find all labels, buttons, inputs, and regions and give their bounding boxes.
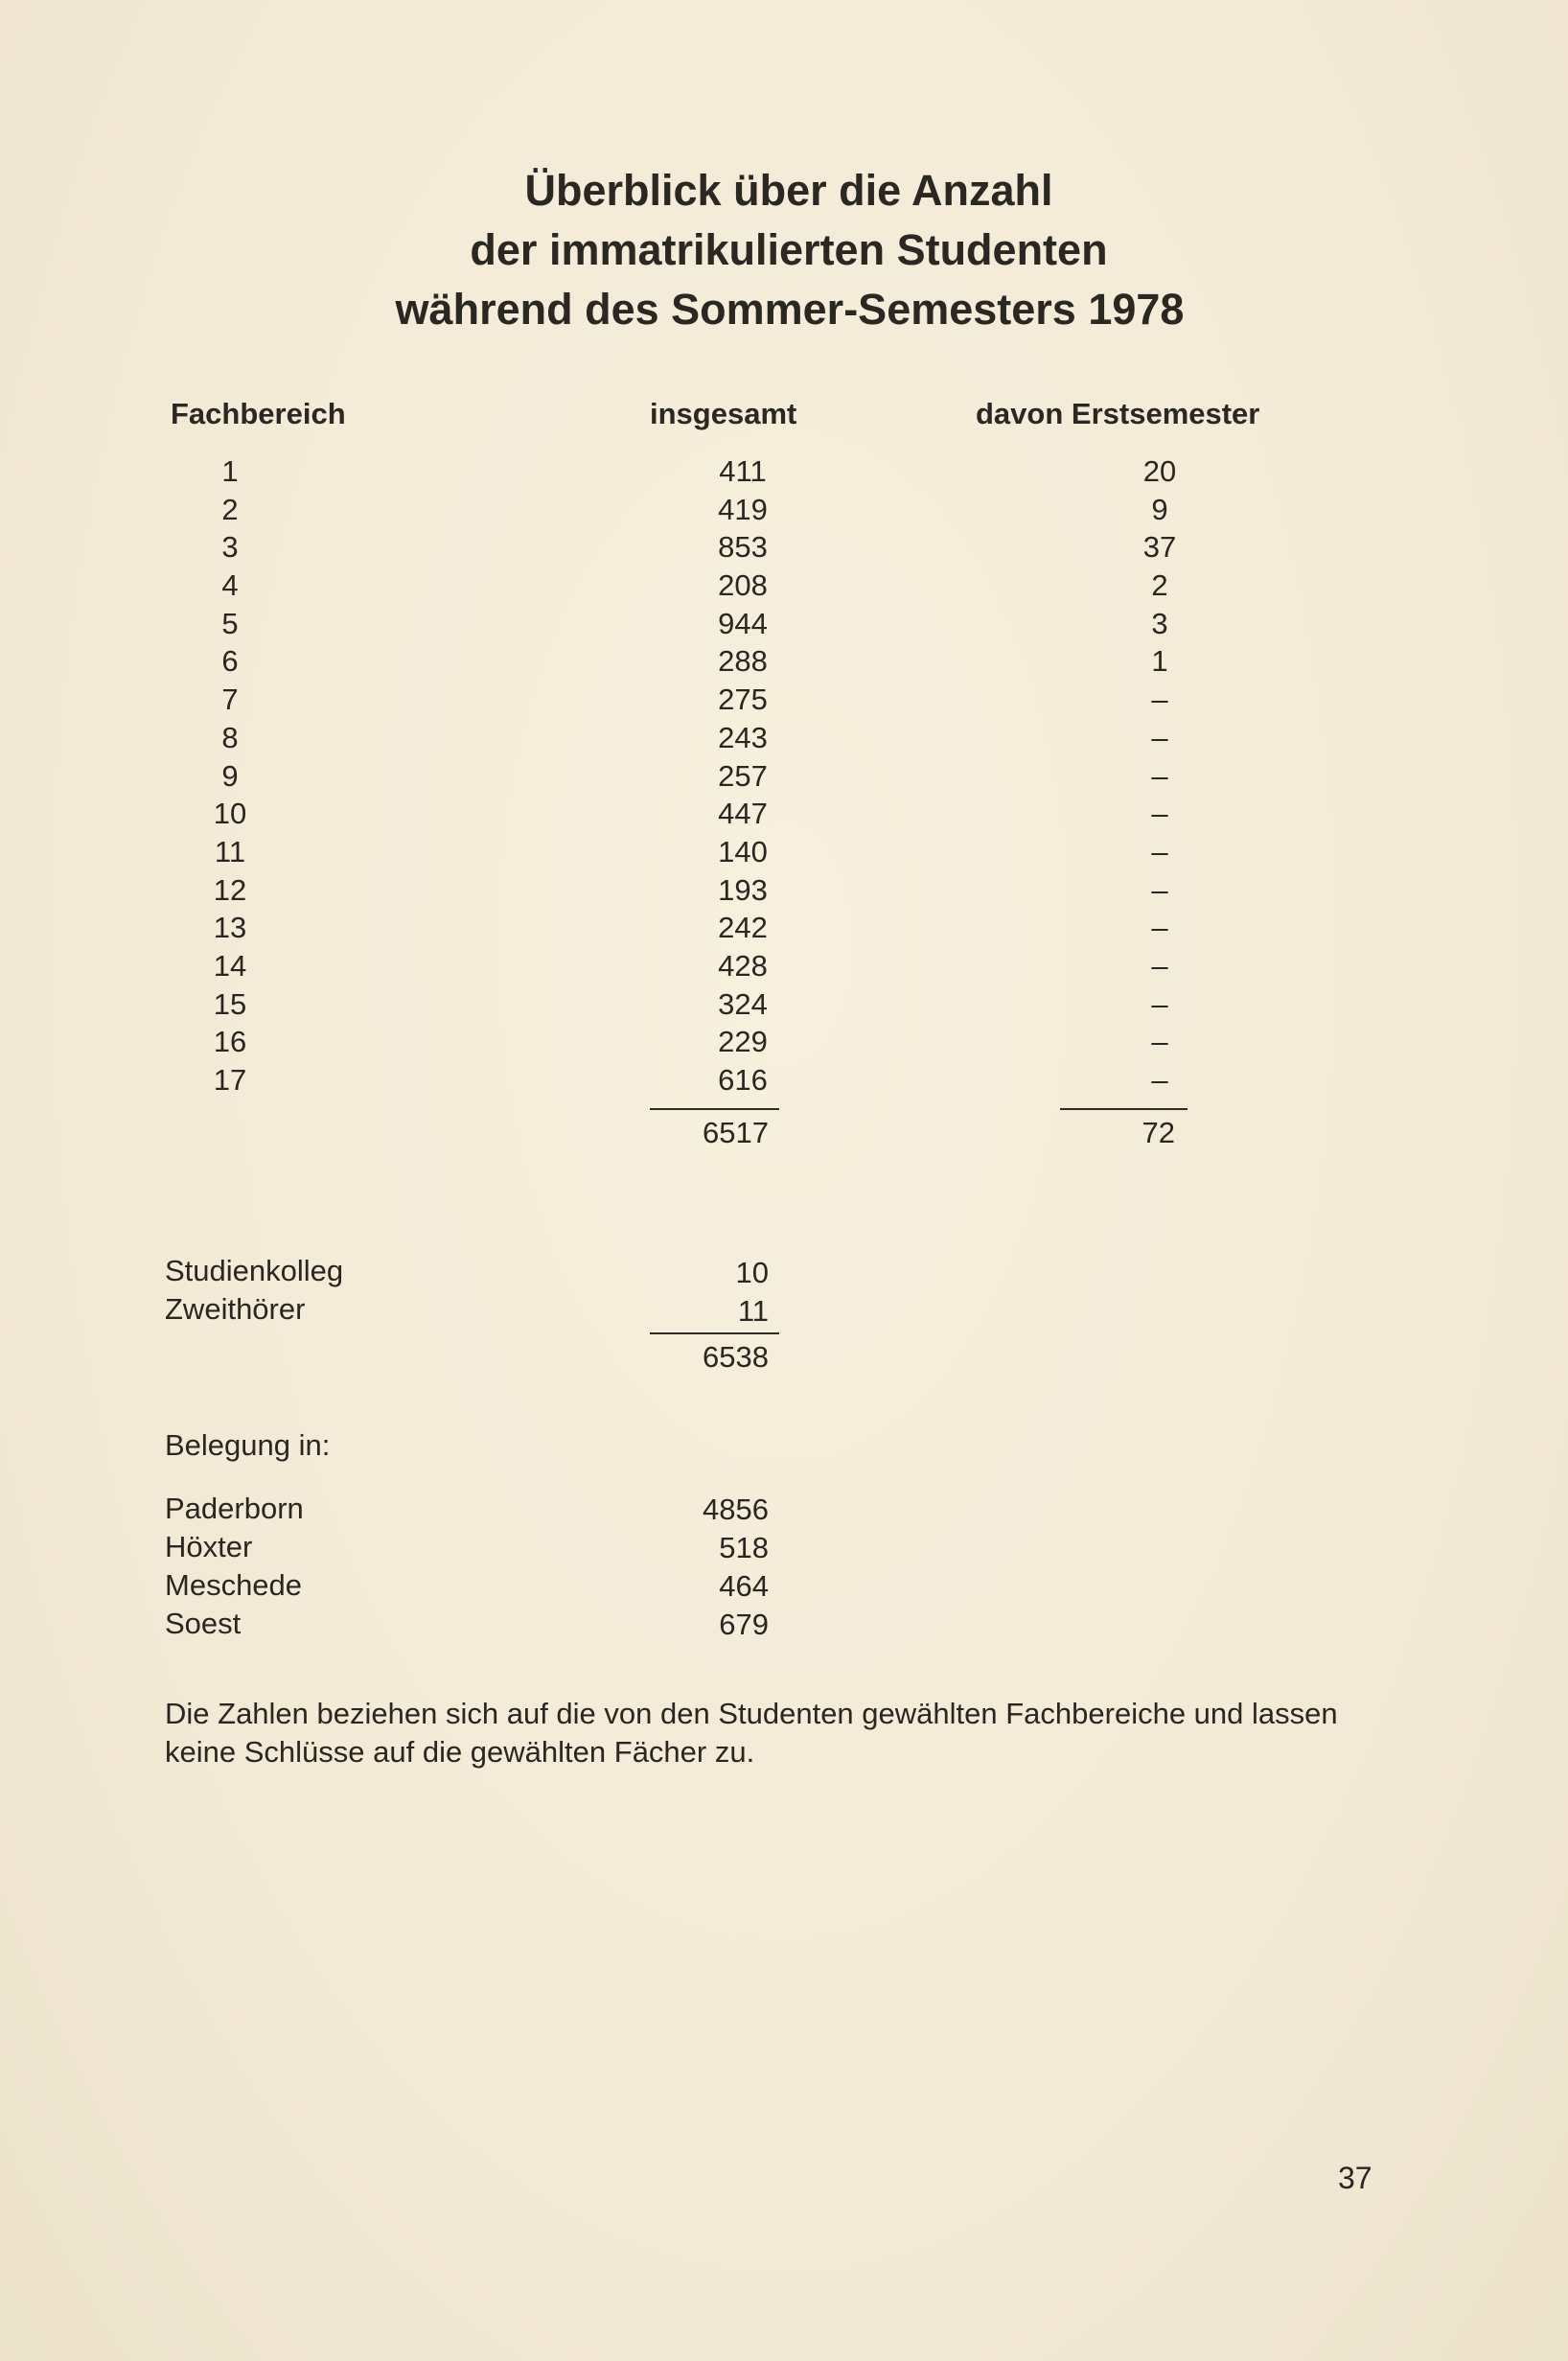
location-name-list xyxy=(165,1490,304,1643)
sum-rule-grand-total xyxy=(650,1332,779,1334)
fachbereich-cell: 16 xyxy=(213,1025,247,1059)
page-title-line-2: der immatrikulierten Studenten xyxy=(470,225,1108,274)
insgesamt-cell: 447 xyxy=(718,797,768,831)
insgesamt-cell: 257 xyxy=(718,758,768,793)
insgesamt-cell: 944 xyxy=(718,606,768,640)
fachbereich-cell: 7 xyxy=(221,683,239,717)
zweithoerer-value: 11 xyxy=(737,1294,769,1328)
page-title-line-1: Überblick über die Anzahl xyxy=(524,166,1053,215)
footnote: Die Zahlen beziehen sich auf die von den Studenten gewählten Fachbereiche und lassen keine Schlüsse auf die gewählten Fächer zu. xyxy=(165,1697,1338,1769)
erstsemester-cell: – xyxy=(1151,797,1168,831)
fachbereich-cell: 6 xyxy=(221,644,239,679)
erstsemester-cell: 9 xyxy=(1151,492,1168,526)
fachbereich-cell: 15 xyxy=(213,986,247,1021)
fachbereich-cell: 1 xyxy=(221,454,239,488)
fachbereich-cell: 4 xyxy=(221,568,239,603)
fachbereich-cell: 10 xyxy=(213,797,247,831)
sum-rule-insgesamt xyxy=(650,1108,779,1110)
erstsemester-cell: – xyxy=(1151,1063,1168,1097)
location-value: 679 xyxy=(719,1608,769,1641)
erstsemester-cell: – xyxy=(1151,948,1168,983)
insgesamt-cell: 288 xyxy=(718,644,768,679)
belegung-heading: Belegung in: xyxy=(165,1428,331,1462)
fachbereich-cell: 5 xyxy=(221,606,239,640)
page-title-line-3: während des Sommer-Semesters 1978 xyxy=(395,285,1185,334)
location-value: 4856 xyxy=(703,1493,769,1526)
insgesamt-cell: 411 xyxy=(719,454,767,488)
insgesamt-column xyxy=(671,452,815,1099)
fachbereich-cell: 3 xyxy=(221,530,239,565)
insgesamt-cell: 229 xyxy=(718,1025,768,1059)
fachbereich-cell: 11 xyxy=(214,834,246,868)
erstsemester-cell: – xyxy=(1151,720,1168,754)
location-name: Paderborn xyxy=(165,1492,304,1525)
location-value: 518 xyxy=(719,1531,769,1564)
insgesamt-cell: 193 xyxy=(718,872,768,907)
fachbereich-cell: 14 xyxy=(213,948,247,983)
location-value: 464 xyxy=(719,1569,769,1603)
insgesamt-cell: 428 xyxy=(718,948,768,983)
erstsemester-cell: 1 xyxy=(1151,644,1168,679)
sum-rule-erstsemester xyxy=(1060,1108,1188,1110)
page-number: 37 xyxy=(1338,2161,1372,2195)
insgesamt-cell: 242 xyxy=(718,911,768,945)
total-erstsemester: 72 xyxy=(1141,1116,1175,1149)
location-value-list xyxy=(671,1491,769,1644)
column-header-erstsemester: davon Erstsemester xyxy=(976,397,1260,430)
location-name: Höxter xyxy=(165,1530,253,1563)
total-insgesamt: 6517 xyxy=(703,1116,769,1149)
studienkolleg-value: 10 xyxy=(735,1256,769,1289)
zweithoerer-label: Zweithörer xyxy=(165,1292,306,1326)
insgesamt-cell: 419 xyxy=(718,492,768,526)
erstsemester-column xyxy=(1102,452,1217,1099)
insgesamt-cell: 208 xyxy=(718,568,768,603)
erstsemester-cell: – xyxy=(1151,911,1168,945)
fachbereich-column xyxy=(192,452,268,1099)
fachbereich-cell: 9 xyxy=(221,758,239,793)
insgesamt-cell: 324 xyxy=(718,986,768,1021)
erstsemester-cell: 3 xyxy=(1151,606,1168,640)
insgesamt-cell: 140 xyxy=(718,834,768,868)
fachbereich-cell: 17 xyxy=(213,1063,247,1097)
erstsemester-cell: 37 xyxy=(1142,530,1177,565)
column-header-fachbereich: Fachbereich xyxy=(171,397,346,430)
fachbereich-cell: 2 xyxy=(221,492,239,526)
column-header-insgesamt: insgesamt xyxy=(650,397,797,430)
insgesamt-cell: 275 xyxy=(718,683,768,717)
fachbereich-cell: 12 xyxy=(213,872,247,907)
erstsemester-cell: – xyxy=(1151,1025,1168,1059)
studienkolleg-label: Studienkolleg xyxy=(165,1254,344,1287)
insgesamt-cell: 616 xyxy=(718,1063,768,1097)
insgesamt-cell: 243 xyxy=(718,720,768,754)
fachbereich-cell: 13 xyxy=(213,911,247,945)
erstsemester-cell: – xyxy=(1151,834,1168,868)
insgesamt-cell: 853 xyxy=(718,530,768,565)
location-name: Soest xyxy=(165,1607,242,1640)
erstsemester-cell: – xyxy=(1151,872,1168,907)
grand-total: 6538 xyxy=(703,1340,769,1374)
erstsemester-cell: – xyxy=(1151,986,1168,1021)
erstsemester-cell: – xyxy=(1151,758,1168,793)
erstsemester-cell: – xyxy=(1151,683,1168,717)
erstsemester-cell: 2 xyxy=(1151,568,1168,603)
erstsemester-cell: 20 xyxy=(1142,454,1177,488)
location-name: Meschede xyxy=(165,1568,303,1602)
fachbereich-cell: 8 xyxy=(221,720,239,754)
